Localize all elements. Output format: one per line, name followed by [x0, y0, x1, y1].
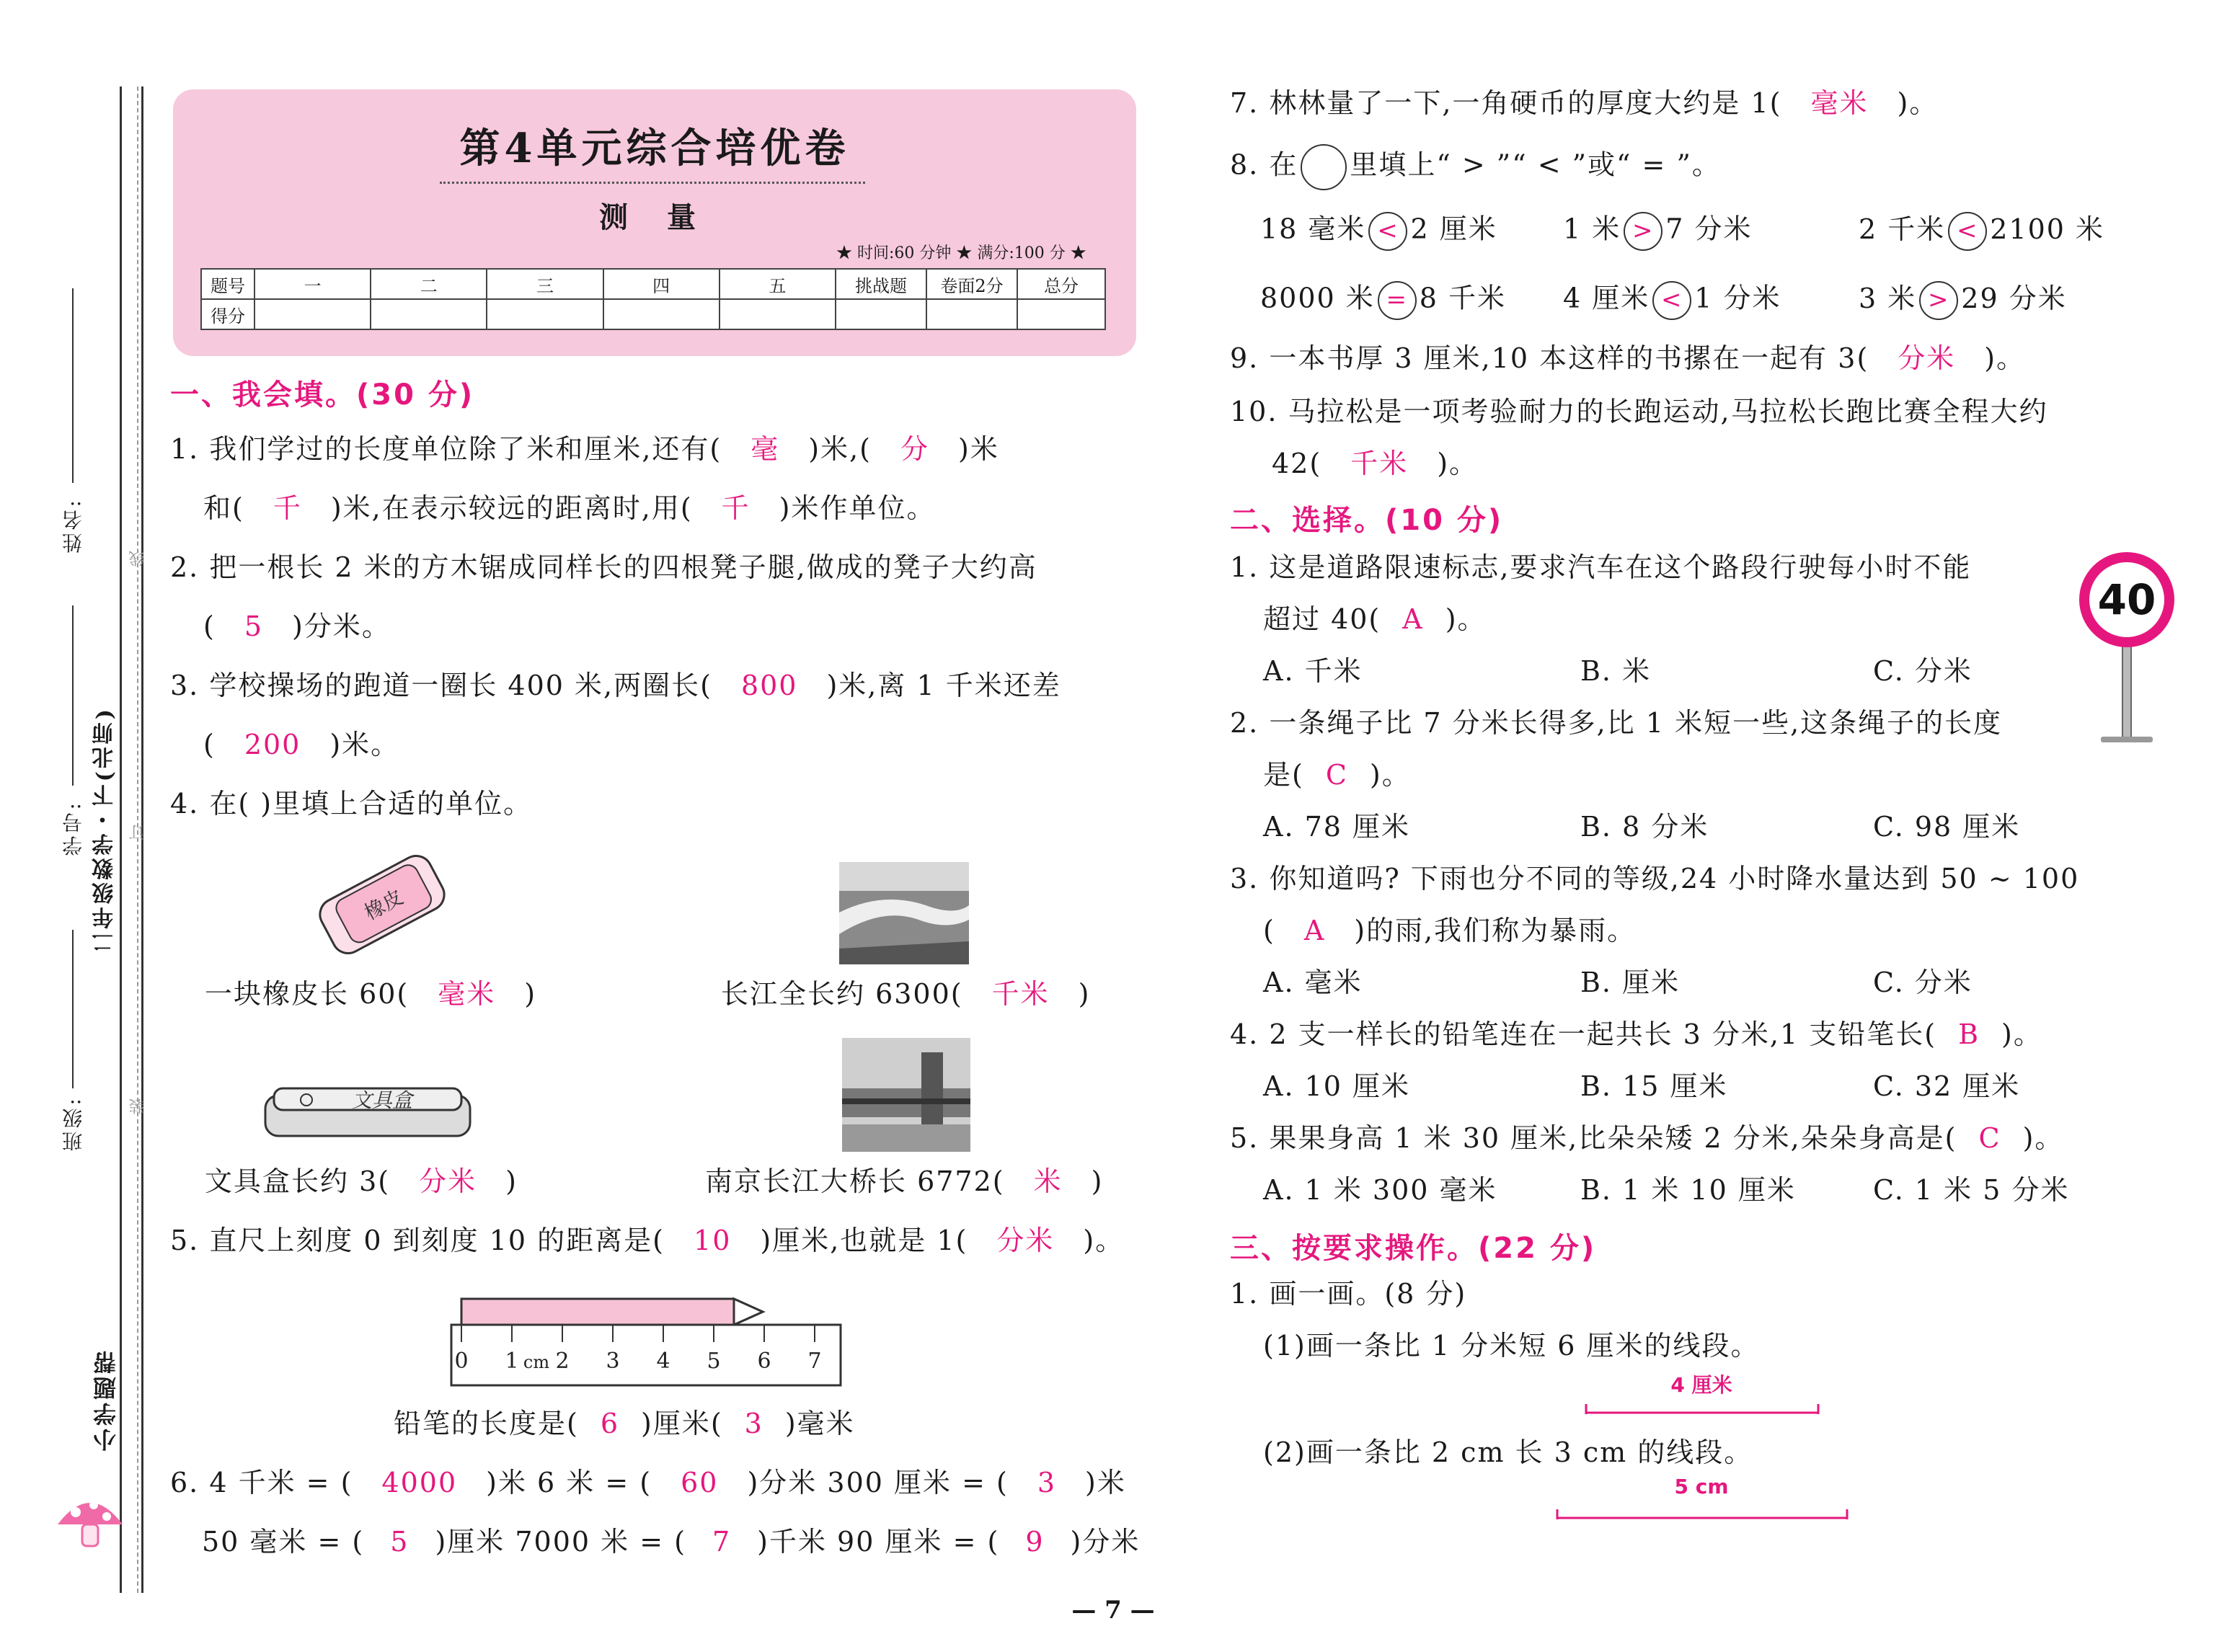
- q8-row-2: 8000 米 = 8 千米 4 厘米 < 1 分米 3 米 > 29 分米: [1260, 281, 2067, 320]
- q6-line-1: 6. 4 千米 = ( 4000 )米 6 米 = ( 60 )分米 300 厘米 = ( 3 )米: [170, 1467, 1126, 1498]
- section-3-title: 三、按要求操作。(22 分): [1230, 1232, 1597, 1265]
- answer[interactable]: 千: [273, 492, 302, 524]
- q4-item-eraser: 一块橡皮长 60( 毫米 ): [205, 978, 537, 1010]
- answer[interactable]: 毫米: [438, 978, 496, 1010]
- ruler-tick-label: 1: [505, 1349, 519, 1374]
- answer[interactable]: 毫: [751, 433, 780, 465]
- option[interactable]: A. 10 厘米: [1263, 1070, 1411, 1102]
- eraser-image: [310, 843, 454, 966]
- score-input-cell[interactable]: [836, 299, 926, 329]
- q7-line: 7. 林林量了一下,一角硬币的厚度大约是 1( 毫米 )。: [1230, 87, 1939, 119]
- compare-answer[interactable]: <: [1368, 212, 1407, 251]
- pencil-box-label: 文具盒: [351, 1088, 413, 1112]
- compare-answer[interactable]: <: [1948, 212, 1987, 251]
- answer[interactable]: 3: [744, 1408, 763, 1439]
- q3-line-1: 3. 学校操场的跑道一圈长 400 米,两圈长( 800 )米,离 1 千米还差: [170, 670, 1061, 701]
- q4-item-river: 长江全长约 6300( 千米 ): [721, 978, 1091, 1010]
- q10-line-2: 42( 千米 )。: [1272, 448, 1479, 479]
- answer[interactable]: 5: [244, 610, 264, 642]
- ruler-tick-label: 6: [757, 1349, 771, 1374]
- option[interactable]: A. 毫米: [1263, 967, 1363, 998]
- q2-line-1: 2. 把一根长 2 米的方木锯成同样长的四根凳子腿,做成的凳子大约高: [170, 551, 1037, 583]
- c2-line-1: 2. 一条绳子比 7 分米长得多,比 1 米短一些,这条绳子的长度: [1230, 707, 2003, 739]
- q10-line-1: 10. 马拉松是一项考验耐力的长跑运动,马拉松长跑比赛全程大约: [1230, 396, 2048, 427]
- score-head-cell: 四: [603, 269, 720, 299]
- binding-mark-xian: 线: [129, 548, 147, 567]
- answer[interactable]: 7: [712, 1526, 732, 1558]
- c1-line-1: 1. 这是道路限速标志,要求汽车在这个路段行驶每小时不能: [1230, 551, 1972, 583]
- score-head-cell: 总分: [1017, 269, 1105, 299]
- q1-line-1: 1. 我们学过的长度单位除了米和厘米,还有( 毫 )米,( 分 )米: [170, 433, 999, 465]
- answer[interactable]: 分米: [996, 1225, 1055, 1256]
- ruler-with-pencil: [447, 1290, 851, 1391]
- compare-answer[interactable]: >: [1919, 281, 1958, 320]
- score-input-cell[interactable]: [487, 299, 603, 329]
- ruler-tick-label: 7: [807, 1349, 822, 1374]
- title-divider: [440, 182, 865, 184]
- q4-line: 4. 在( )里填上合适的单位。: [170, 788, 533, 820]
- score-table: [200, 268, 1106, 330]
- answer[interactable]: 分米: [1898, 342, 1956, 374]
- ruler-tick-label: 0: [454, 1349, 469, 1374]
- answer[interactable]: 5: [390, 1526, 409, 1558]
- op1-part-2: (2)画一条比 2 cm 长 3 cm 的线段。: [1263, 1436, 1753, 1468]
- answer[interactable]: 分米: [419, 1165, 477, 1197]
- q2-line-2: ( 5 )分米。: [203, 610, 391, 642]
- page-subtitle: 测 量: [599, 201, 710, 234]
- answer[interactable]: 3: [1037, 1467, 1057, 1498]
- compare-answer[interactable]: =: [1378, 281, 1417, 320]
- q8-row-1: 18 毫米 < 2 厘米 1 米 > 7 分米 2 千米 < 2100 米: [1260, 212, 2104, 251]
- answer[interactable]: 800: [740, 670, 798, 701]
- book-label: 二年级数学・下(北师): [92, 706, 118, 954]
- answer[interactable]: A: [1402, 603, 1424, 635]
- option[interactable]: B. 1 米 10 厘米: [1580, 1174, 1796, 1206]
- q5-ruler-line: 铅笔的长度是( 6 )厘米( 3 )毫米: [394, 1408, 855, 1439]
- c2-options: [1263, 810, 2020, 843]
- pencil-box-image: [260, 1081, 476, 1146]
- c5-line: 5. 果果身高 1 米 30 厘米,比朵朵矮 2 分米,朵朵身高是( C )。: [1230, 1122, 2064, 1154]
- c4-options: [1263, 1070, 2020, 1103]
- answer[interactable]: 6: [600, 1408, 620, 1439]
- q4-item-pencil-box: 文具盒长约 3( 分米 ): [205, 1165, 518, 1197]
- option[interactable]: B. 8 分米: [1580, 811, 1709, 843]
- score-input-cell[interactable]: [720, 299, 836, 329]
- score-head-cell: 五: [720, 269, 836, 299]
- op1-part-1: (1)画一条比 1 分米短 6 厘米的线段。: [1263, 1330, 1760, 1362]
- score-head-cell: 卷面2分: [926, 269, 1017, 299]
- answer[interactable]: C: [1325, 759, 1348, 791]
- answer[interactable]: 千米: [1350, 448, 1409, 479]
- compare-answer[interactable]: >: [1624, 212, 1662, 251]
- score-head-cell: 题号: [201, 269, 254, 299]
- q9-line: 9. 一本书厚 3 厘米,10 本这样的书摞在一起有 3( 分米 )。: [1230, 342, 2026, 374]
- option[interactable]: A. 78 厘米: [1263, 811, 1411, 843]
- answer[interactable]: A: [1303, 915, 1326, 946]
- speed-limit-sign-icon: [2069, 548, 2184, 750]
- score-input-cell[interactable]: [254, 299, 371, 329]
- score-head-cell: 三: [487, 269, 603, 299]
- op1-title: 1. 画一画。(8 分): [1230, 1278, 1467, 1310]
- q4-item-bridge: 南京长江大桥长 6772( 米 ): [705, 1165, 1104, 1197]
- page-number: — 7 —: [1071, 1596, 1155, 1625]
- page-title: 第4单元综合培优卷: [459, 125, 850, 172]
- option[interactable]: B. 厘米: [1580, 967, 1681, 998]
- speed-limit-number: 40: [2097, 575, 2156, 624]
- segment-2-label: 5 cm: [1674, 1475, 1729, 1498]
- ruler-tick-label: 3: [606, 1349, 620, 1374]
- answer[interactable]: 米: [1033, 1165, 1063, 1197]
- yangtze-river-photo: [839, 862, 969, 964]
- c1-options: [1263, 654, 1973, 688]
- answer[interactable]: B: [1958, 1018, 1980, 1050]
- binding-mark-ding: 订: [129, 822, 147, 840]
- q1-line-2: 和( 千 )米,在表示较远的距离时,用( 千 )米作单位。: [203, 492, 936, 524]
- compare-circle-icon: [1301, 144, 1347, 190]
- option[interactable]: C. 分米: [1873, 655, 1973, 687]
- option[interactable]: C. 98 厘米: [1873, 811, 2021, 843]
- id-label: 学号:: [61, 800, 85, 856]
- section-1-title: 一、我会填。(30 分): [170, 378, 475, 412]
- nanjing-bridge-photo: [842, 1038, 970, 1152]
- option[interactable]: C. 1 米 5 分米: [1873, 1174, 2070, 1206]
- answer[interactable]: 200: [244, 729, 301, 760]
- q5-line: 5. 直尺上刻度 0 到刻度 10 的距离是( 10 )厘米,也就是 1( 分米 )。: [170, 1225, 1125, 1256]
- option[interactable]: A. 千米: [1263, 655, 1363, 687]
- q8-intro: 8. 在 里填上“ > ”“ < ”或“ = ”。: [1230, 144, 1721, 190]
- c3-options: [1263, 966, 1973, 999]
- class-blank[interactable]: [72, 930, 74, 1088]
- time-info: ★ 时间:60 分钟 ★ 满分:100 分 ★: [836, 244, 1086, 262]
- score-head-cell: 挑战题: [836, 269, 926, 299]
- score-row-label: 得分: [201, 299, 254, 329]
- name-label: 姓名:: [61, 497, 85, 554]
- class-label: 班级:: [61, 1096, 85, 1152]
- c5-options: [1263, 1173, 2069, 1207]
- eraser-label: 橡皮: [360, 884, 407, 925]
- option[interactable]: B. 15 厘米: [1580, 1070, 1728, 1102]
- name-blank[interactable]: [72, 288, 74, 483]
- q6-line-2: 50 毫米 = ( 5 )厘米 7000 米 = ( 7 )千米 90 厘米 = ( 9 )分米: [202, 1526, 1141, 1558]
- option[interactable]: B. 米: [1580, 655, 1652, 687]
- c3-line-1: 3. 你知道吗? 下雨也分不同的等级,24 小时降水量达到 50 ~ 100: [1230, 863, 2080, 894]
- id-blank[interactable]: [72, 605, 74, 786]
- brand-label: 小学题帮: [92, 1348, 120, 1452]
- score-input-cell[interactable]: [1017, 299, 1105, 329]
- answer[interactable]: 分: [900, 433, 930, 465]
- answer[interactable]: 千: [721, 492, 751, 524]
- option[interactable]: C. 分米: [1873, 967, 1973, 998]
- answer[interactable]: 60: [681, 1467, 719, 1498]
- ruler-tick-label: 5: [707, 1349, 721, 1374]
- score-input-cell[interactable]: [371, 299, 487, 329]
- mushroom-logo-icon: [50, 1485, 130, 1550]
- score-head-cell: 二: [371, 269, 487, 299]
- answer[interactable]: 10: [694, 1225, 732, 1256]
- answer[interactable]: 毫米: [1810, 87, 1869, 119]
- score-input-cell[interactable]: [603, 299, 720, 329]
- c2-line-2: 是( C )。: [1263, 759, 1411, 791]
- score-head-cell: 一: [254, 269, 371, 299]
- compare-answer[interactable]: <: [1652, 281, 1691, 320]
- c3-line-2: ( A )的雨,我们称为暴雨。: [1263, 915, 1637, 946]
- segment-1-line[interactable]: [1583, 1401, 1821, 1416]
- answer[interactable]: 4000: [381, 1467, 458, 1498]
- ruler-unit-label: cm: [523, 1352, 550, 1372]
- ruler-tick-label: 2: [555, 1349, 570, 1374]
- answer[interactable]: C: [1978, 1122, 2001, 1154]
- option[interactable]: C. 32 厘米: [1873, 1070, 2021, 1102]
- section-2-title: 二、选择。(10 分): [1230, 504, 1504, 537]
- segment-2-line[interactable]: [1554, 1506, 1850, 1521]
- q3-line-2: ( 200 )米。: [203, 729, 400, 760]
- c1-line-2: 超过 40( A )。: [1263, 603, 1487, 635]
- c4-line: 4. 2 支一样长的铅笔连在一起共长 3 分米,1 支铅笔长( B )。: [1230, 1018, 2042, 1050]
- answer[interactable]: 千米: [991, 978, 1050, 1010]
- option[interactable]: A. 1 米 300 毫米: [1263, 1174, 1497, 1206]
- answer[interactable]: 9: [1025, 1526, 1045, 1558]
- binding-mark-zhuang: 装: [129, 1096, 147, 1114]
- score-input-cell[interactable]: [926, 299, 1017, 329]
- ruler-tick-label: 4: [656, 1349, 670, 1374]
- segment-1-label: 4 厘米: [1670, 1373, 1732, 1397]
